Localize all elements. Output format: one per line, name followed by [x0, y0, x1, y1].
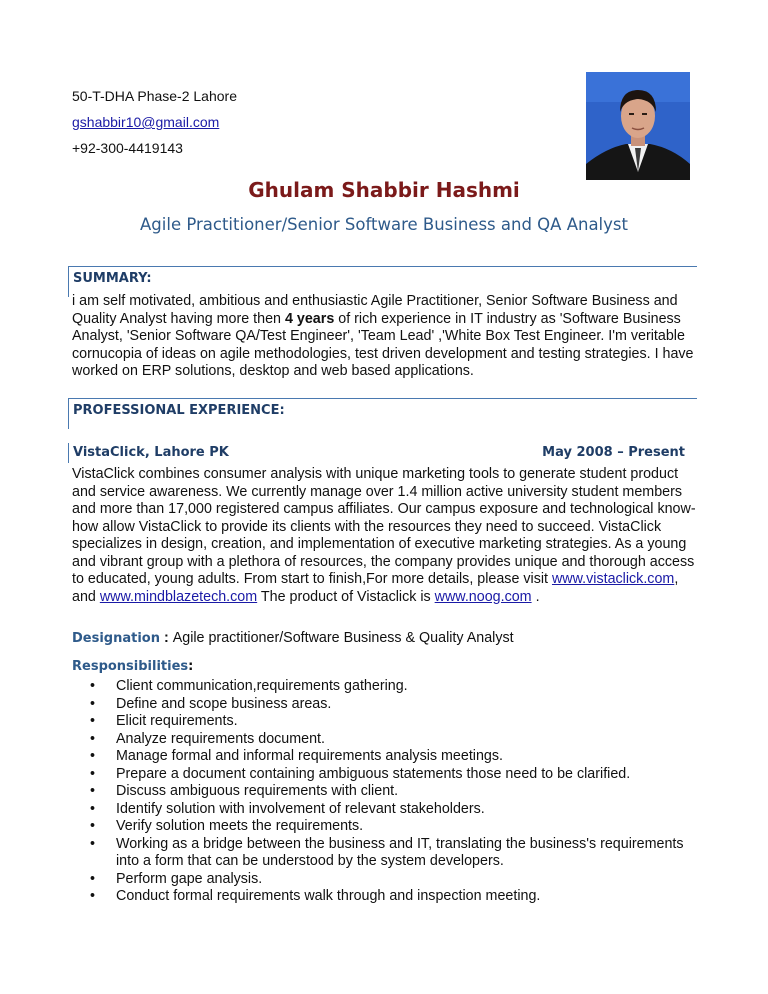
summary-bold: 4 years [284, 310, 335, 327]
description-end: . [531, 588, 540, 605]
list-item: • Elicit requirements. [90, 713, 710, 731]
list-item: • Manage formal and informal requirements analysis meetings. [90, 748, 710, 766]
candidate-title: Agile Practitioner/Senior Software Business and QA Analyst [140, 215, 628, 234]
summary-heading: SUMMARY: [73, 271, 152, 286]
designation-label: Designation [72, 631, 160, 646]
responsibilities-list [90, 678, 710, 906]
address: 50-T-DHA Phase-2 Lahore [72, 88, 237, 104]
email-link[interactable]: gshabbir10@gmail.com [72, 114, 220, 130]
experience-heading: PROFESSIONAL EXPERIENCE: [73, 403, 285, 418]
vistaclick-link[interactable]: www.vistaclick.com [551, 571, 675, 587]
list-item: • Working as a bridge between the business and IT, translating the business's requirements into a form that can be understood by the system developers. [90, 836, 710, 871]
experience-section-header [68, 398, 697, 429]
list-item: • Client communication,requirements gathering. [90, 678, 710, 696]
designation-separator: : [160, 630, 173, 646]
responsibilities-colon: : [188, 659, 194, 674]
responsibilities-label: Responsibilities [72, 659, 189, 674]
list-item: • Perform gape analysis. [90, 871, 710, 889]
list-item: • Conduct formal requirements walk through and inspection meeting. [90, 888, 710, 906]
description-text: VistaClick combines consumer analysis with unique marketing tools to generate student product and service awareness. We currently manage over 1.4 million active university student members and more than 17,000 registered campus affiliates. Our campus exposure and technological know-how allow VistaClick to provide its clients with the resources they need to succeed. VistaClick specializes in design, creation, and implementation of executive marketing strategies. As a young and vibrant group with a plethora of resources, the company provides unique and thorough access to educated, young adults. From start to finish,For more details, please visit [72, 466, 696, 587]
description-connector: , and [72, 571, 679, 605]
description-product-text: The product of Vistaclick is [257, 588, 435, 605]
designation-line [72, 630, 514, 646]
list-item: • Discuss ambiguous requirements with client. [90, 783, 710, 801]
company-description [72, 466, 702, 606]
noog-link[interactable]: www.noog.com [434, 588, 532, 605]
responsibilities-heading [72, 659, 193, 674]
summary-text: i am self motivated, ambitious and enthusiastic Agile Practitioner, Senior Software Business and Quality Analyst having more then [72, 293, 678, 327]
list-item: • Identify solution with involvement of relevant stakeholders. [90, 801, 710, 819]
company-name: VistaClick, Lahore PK [73, 445, 229, 460]
summary-text-continued: of rich experience in IT industry as 'Software Business Analyst, 'Senior Software QA/Test Engineer', 'Team Lead' ,'White Box Test Engineer. I'm veritable cornucopia of ideas on agile methodologies, test driven development and testing strategies. I have worked on ERP solutions, desktop and web based applications. [72, 310, 694, 379]
profile-photo [586, 72, 690, 180]
designation-value: Agile practitioner/Software Business & Quality Analyst [172, 630, 514, 646]
phone-number: +92-300-4419143 [72, 140, 183, 156]
list-item: • Define and scope business areas. [90, 696, 710, 714]
candidate-name: Ghulam Shabbir Hashmi [248, 178, 520, 202]
job-dates: May 2008 – Present [542, 445, 685, 460]
list-item: • Verify solution meets the requirements. [90, 818, 710, 836]
job-header [68, 443, 697, 463]
list-item: • Analyze requirements document. [90, 731, 710, 749]
list-item: • Prepare a document containing ambiguous statements those need to be clarified. [90, 766, 710, 784]
summary-paragraph [72, 293, 712, 381]
mindblazetech-link[interactable]: www.mindblazetech.com [99, 588, 258, 605]
